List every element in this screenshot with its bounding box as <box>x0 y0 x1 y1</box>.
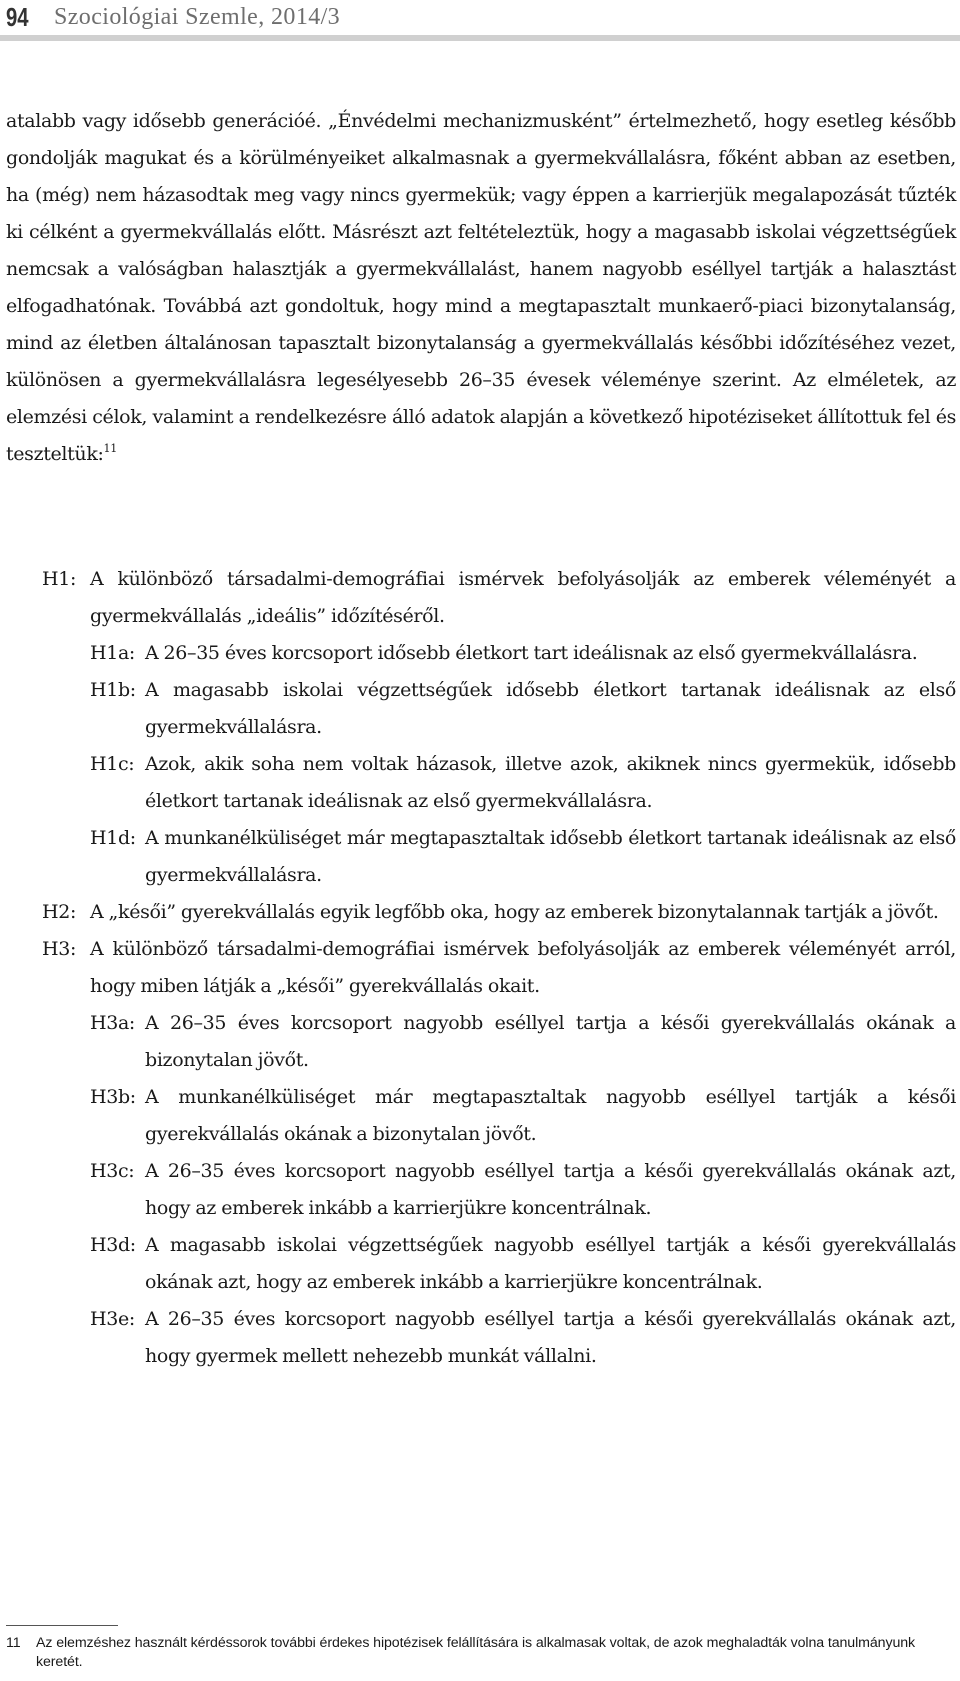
hypothesis-text: A 26–35 éves korcsoport nagyobb eséllyel tartja a késői gyerekvállalás okának azt, hogy gyermek mellett nehezebb munkát vállalni. <box>145 1308 956 1367</box>
footnote-text: Az elemzéshez használt kérdéssorok további érdekes hipotézisek felállítására is alkalmasak voltak, de azok meghaladták volna tanulmányunk keretét. <box>36 1635 916 1670</box>
header-rule <box>0 35 960 41</box>
hypothesis-text: A 26–35 éves korcsoport idősebb életkort tart ideálisnak az első gyermekvállalásra. <box>145 642 918 664</box>
hypothesis-h3d <box>0 1227 956 1301</box>
body-paragraph <box>6 103 956 473</box>
running-header <box>6 0 340 34</box>
hypothesis-text: A munkanélküliséget már megtapasztaltak nagyobb eséllyel tartják a késői gyerekvállalás okának a bizonytalan jövőt. <box>145 1086 956 1145</box>
hypothesis-label: H1c: <box>90 753 135 775</box>
journal-title: Szociológiai Szemle, 2014/3 <box>54 3 341 30</box>
body-paragraph-text: atalabb vagy idősebb generációé. „Énvédelmi mechanizmusként” értelmezhető, hogy esetleg később gondolják magukat és a körülményeiket alkalmasnak a gyermekvállalásra, főként abban az esetben, ha (még) nem házasodtak meg vagy nincs gyermekük; vagy éppen a karrierjük megalapozását tűzték ki célként a gyermekvállalás előtt. Másrészt azt feltételeztük, hogy a magasabb iskolai végzettségűek nemcsak a valóságban halasztják a gyermekvállalást, hanem nagyobb eséllyel tartják a halasztást elfogadhatónak. Továbbá azt gondoltuk, hogy mind a megtapasztalt munkaerő-piaci bizonytalanság, mind az életben általánosan tapasztalt bizonytalanság a gyermekvállalás későbbi időzítéséhez vezet, különösen a gyermekvállalásra legesélyesebb 26–35 évesek véleménye szerint. Az elméletek, az elemzési célok, valamint a rendelkezésre álló adatok alapján a következő hipotéziseket állítottuk fel és teszteltük: <box>6 110 956 465</box>
hypothesis-text: A 26–35 éves korcsoport nagyobb eséllyel tartja a késői gyerekvállalás okának azt, hogy az emberek inkább a karrierjükre koncentrálnak. <box>145 1160 956 1219</box>
hypothesis-label: H1a: <box>90 642 135 664</box>
hypothesis-text: A munkanélküliséget már megtapasztaltak idősebb életkort tartanak ideálisnak az első gyermekvállalásra. <box>145 827 956 886</box>
hypothesis-text: Azok, akik soha nem voltak házasok, illetve azok, akiknek nincs gyermekük, idősebb életkort tartanak ideálisnak az első gyermekvállalásra. <box>145 753 956 812</box>
hypothesis-h3a <box>0 1005 956 1079</box>
hypothesis-text: A különböző társadalmi-demográfiai ismérvek befolyásolják az emberek véleményét arról, hogy miben látják a „késői” gyerekvállalás okait. <box>90 938 956 997</box>
hypothesis-label: H1d: <box>90 827 136 849</box>
hypothesis-text: A magasabb iskolai végzettségűek idősebb életkort tartanak ideálisnak az első gyermekvállalásra. <box>145 679 956 738</box>
hypothesis-label: H3d: <box>90 1234 136 1256</box>
hypothesis-h1a <box>0 635 956 672</box>
hypothesis-h3c <box>0 1153 956 1227</box>
footnote-number: 11 <box>6 1635 21 1651</box>
hypothesis-label: H3: <box>42 938 77 960</box>
hypothesis-label: H1: <box>42 568 77 590</box>
hypothesis-label: H3a: <box>90 1012 135 1034</box>
hypothesis-h3 <box>0 931 956 1005</box>
footnote <box>6 1634 956 1672</box>
hypothesis-text: A „késői” gyerekvállalás egyik legfőbb oka, hogy az emberek bizonytalannak tartják a jövőt. <box>90 901 939 923</box>
hypothesis-label: H1b: <box>90 679 136 701</box>
hypothesis-h1 <box>0 561 956 635</box>
hypothesis-label: H3b: <box>90 1086 136 1108</box>
hypothesis-h1c <box>0 746 956 820</box>
hypothesis-h1d <box>0 820 956 894</box>
hypothesis-text: A 26–35 éves korcsoport nagyobb eséllyel tartja a késői gyerekvállalás okának a bizonytalan jövőt. <box>145 1012 956 1071</box>
hypothesis-h2 <box>0 894 956 931</box>
hypothesis-text: A különböző társadalmi-demográfiai ismérvek befolyásolják az emberek véleményét a gyermekvállalás „ideális” időzítéséről. <box>90 568 956 627</box>
page-number: 94 <box>6 1 29 32</box>
hypothesis-label: H3c: <box>90 1160 135 1182</box>
hypothesis-label: H2: <box>42 901 77 923</box>
hypothesis-h1b <box>0 672 956 746</box>
hypothesis-h3e <box>0 1301 956 1375</box>
hypothesis-label: H3e: <box>90 1308 135 1330</box>
hypothesis-text: A magasabb iskolai végzettségűek nagyobb eséllyel tartják a késői gyerekvállalás okának azt, hogy az emberek inkább a karrierjükre koncentrálnak. <box>145 1234 956 1293</box>
footnote-reference: 11 <box>103 442 117 455</box>
hypothesis-h3b <box>0 1079 956 1153</box>
hypotheses-list <box>0 561 960 1375</box>
footnote-rule <box>6 1625 118 1626</box>
